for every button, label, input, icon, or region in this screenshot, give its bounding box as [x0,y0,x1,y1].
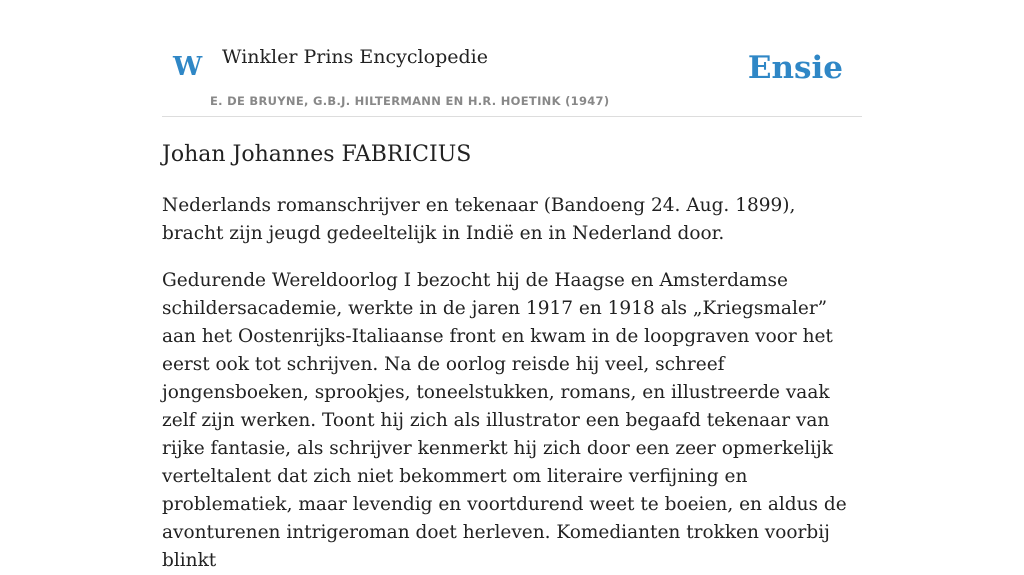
article-title: Johan Johannes FABRICIUS [162,142,472,167]
book-title[interactable]: Winkler Prins Encyclopedie [222,46,488,68]
article-paragraph: Nederlands romanschrijver en tekenaar (Bandoeng 24. Aug. 1899), bracht zijn jeugd gedeeltelijk in Indië en in Nederland door. [162,195,796,244]
book-authors: E. DE BRUYNE, G.B.J. HILTERMANN EN H.R. HOETINK (1947) [210,94,610,108]
ensie-logo-link[interactable]: Ensie [747,50,843,86]
site-header [162,0,862,117]
article [162,116,862,575]
article-paragraph: Gedurende Wereldoorlog I bezocht hij de Haagse en Amsterdamse schildersacademie, werkte in de jaren 1917 en 1918 als „Kriegsmaler” aan het Oostenrijks-Italiaanse front en kwam in de loopgraven voor het eerst ook tot schrijven. Na de oorlog reisde hij veel, schreef jongensboeken, sprookjes, toneelstukken, romans, en illustreerde vaak zelf zijn werken. Toont hij zich als illustrator een begaafd tekenaar van rijke fantasie, als schrijver kenmerkt hij zich door een zeer opmerkelijk verteltalent dat zich niet bekommert om literaire verfijning en problematiek, maar levendig en voortdurend weet te boeien, en aldus de avonturenen intrigeroman doet herleven. Komedianten trokken voorbij blinkt [162,270,847,571]
winkler-prins-logo[interactable]: W [173,52,203,82]
